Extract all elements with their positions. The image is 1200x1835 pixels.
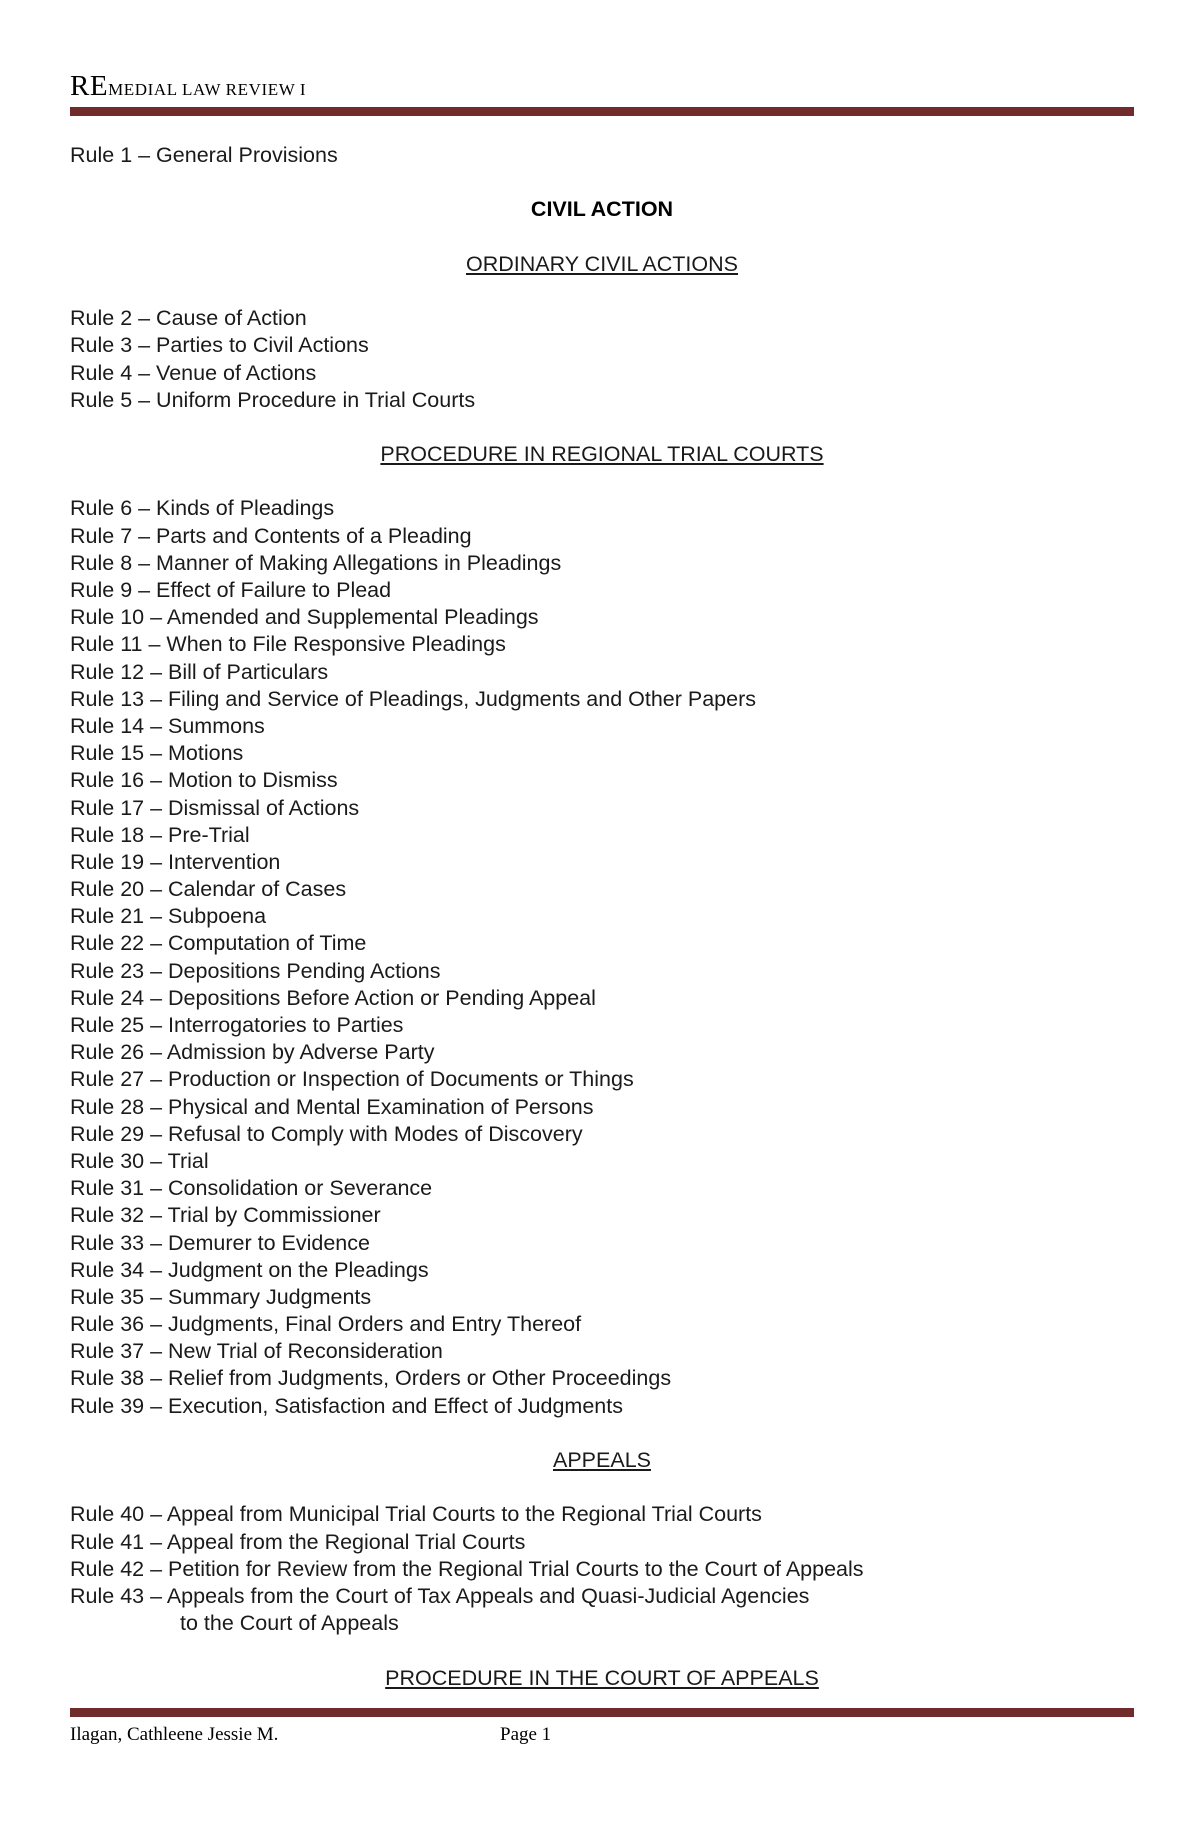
rule-item: Rule 43 – Appeals from the Court of Tax Appeals and Quasi-Judicial Agencies	[70, 1583, 810, 1608]
appeals-heading: APPEALS	[553, 1448, 651, 1472]
rule-item: Rule 19 – Intervention	[70, 849, 281, 874]
rule-1: Rule 1 – General Provisions	[70, 143, 338, 167]
rule-item: Rule 6 – Kinds of Pleadings	[70, 496, 335, 521]
rule-item: Rule 22 – Computation of Time	[70, 931, 367, 956]
rule-item: Rule 10 – Amended and Supplemental Pleadings	[70, 605, 539, 630]
footer-author: Ilagan, Cathleene Jessie M.	[70, 1724, 279, 1745]
rule-item: Rule 3 – Parties to Civil Actions	[70, 333, 369, 358]
header-title	[70, 70, 306, 103]
rule-item: Rule 20 – Calendar of Cases	[70, 877, 347, 902]
rule-item: Rule 12 – Bill of Particulars	[70, 659, 329, 684]
header-divider	[70, 107, 1134, 116]
civil-action-heading: CIVIL ACTION	[530, 197, 674, 222]
rule-item: Rule 8 – Manner of Making Allegations in Pleadings	[70, 550, 562, 575]
rule-item: Rule 25 – Interrogatories to Parties	[70, 1013, 404, 1037]
rule-item: Rule 31 – Consolidation or Severance	[70, 1176, 433, 1201]
footer-divider	[70, 1708, 1134, 1717]
rule-item: Rule 27 – Production or Inspection of Documents or Things	[70, 1067, 634, 1092]
rule-item: Rule 35 – Summary Judgments	[70, 1284, 372, 1309]
rule-item: Rule 15 – Motions	[70, 741, 244, 766]
rule-item: Rule 33 – Demurer to Evidence	[70, 1230, 370, 1255]
rtc-procedure-heading: PROCEDURE IN REGIONAL TRIAL COURTS	[380, 442, 824, 467]
rule-43-continuation: to the Court of Appeals	[180, 1611, 399, 1636]
rule-item: Rule 28 – Physical and Mental Examination of Persons	[70, 1094, 594, 1119]
rule-item: Rule 29 – Refusal to Comply with Modes of Discovery	[70, 1121, 583, 1146]
court-of-appeals-heading: PROCEDURE IN THE COURT OF APPEALS	[385, 1665, 819, 1690]
rule-item: Rule 42 – Petition for Review from the Regional Trial Courts to the Court of Appeals	[70, 1556, 864, 1581]
rule-item: Rule 9 – Effect of Failure to Plead	[70, 578, 392, 602]
rule-item: Rule 24 – Depositions Before Action or Pending Appeal	[70, 985, 596, 1010]
rule-item: Rule 16 – Motion to Dismiss	[70, 768, 338, 793]
rule-item: Rule 21 – Subpoena	[70, 904, 267, 929]
rule-item: Rule 32 – Trial by Commissioner	[70, 1203, 381, 1228]
rule-item: Rule 37 – New Trial of Reconsideration	[70, 1339, 443, 1364]
rule-item: Rule 5 – Uniform Procedure in Trial Courts	[70, 387, 476, 412]
rule-item: Rule 13 – Filing and Service of Pleadings, Judgments and Other Papers	[70, 686, 757, 711]
rule-item: Rule 36 – Judgments, Final Orders and Entry Thereof	[70, 1312, 582, 1337]
rule-item: Rule 34 – Judgment on the Pleadings	[70, 1257, 429, 1282]
rule-item: Rule 14 – Summons	[70, 713, 265, 738]
ordinary-civil-actions-heading: ORDINARY CIVIL ACTIONS	[465, 251, 738, 276]
page-number: Page 1	[500, 1724, 552, 1745]
rule-item: Rule 17 – Dismissal of Actions	[70, 795, 360, 820]
header-title-rest: MEDIAL LAW REVIEW I	[108, 80, 307, 99]
header-title-initials: RE	[70, 70, 109, 102]
rule-item: Rule 41 – Appeal from the Regional Trial Courts	[70, 1529, 526, 1554]
appeals-rules-list	[70, 1501, 1134, 1610]
rule-item: Rule 23 – Depositions Pending Actions	[70, 958, 441, 983]
rule-item: Rule 2 – Cause of Action	[70, 306, 307, 331]
rule-item: Rule 26 – Admission by Adverse Party	[70, 1040, 435, 1065]
rule-item: Rule 30 – Trial	[70, 1148, 209, 1173]
rule-item: Rule 40 – Appeal from Municipal Trial Courts to the Regional Trial Courts	[70, 1502, 762, 1527]
document-body	[70, 142, 1134, 1692]
rule-item: Rule 7 – Parts and Contents of a Pleading	[70, 523, 472, 548]
rtc-rules-list	[70, 495, 1134, 1419]
rule-item: Rule 4 – Venue of Actions	[70, 360, 317, 385]
rule-item: Rule 39 – Execution, Satisfaction and Effect of Judgments	[70, 1393, 623, 1418]
rule-item: Rule 38 – Relief from Judgments, Orders or Other Proceedings	[70, 1366, 672, 1391]
ordinary-rules-list	[70, 305, 1134, 414]
rule-item: Rule 11 – When to File Responsive Pleadings	[70, 632, 506, 657]
rule-item: Rule 18 – Pre-Trial	[70, 822, 250, 847]
